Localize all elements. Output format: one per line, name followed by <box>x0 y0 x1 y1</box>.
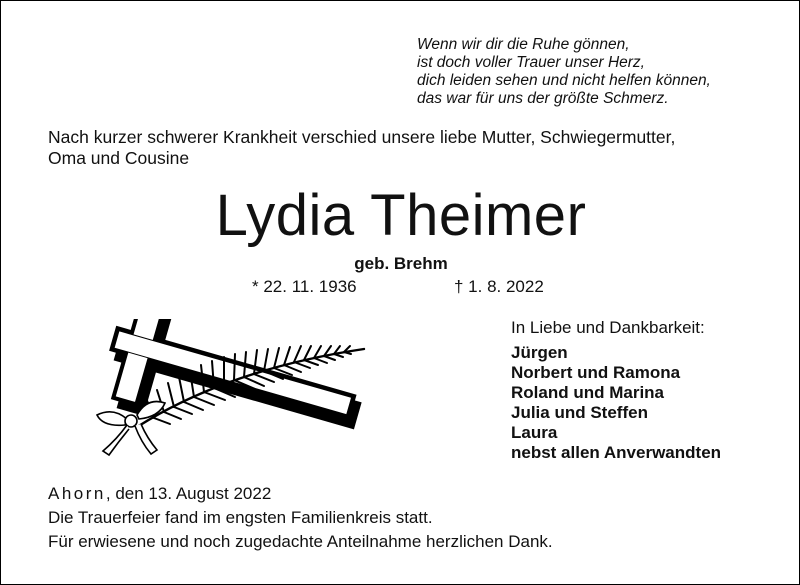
place-date-line <box>48 482 553 506</box>
maiden-name: geb. Brehm <box>354 254 448 273</box>
date: , den 13. August 2022 <box>105 484 272 503</box>
poem-line: dich leiden sehen und nicht helfen können, <box>417 72 711 89</box>
mourner-name: Julia und Steffen <box>511 403 648 422</box>
cross-with-palm-branch-icon <box>79 319 369 464</box>
poem <box>417 36 711 108</box>
intro-line: Oma und Cousine <box>48 148 190 168</box>
mourners-intro: In Liebe und Dankbarkeit: <box>511 318 705 337</box>
mourner-name: Laura <box>511 423 558 442</box>
intro-text <box>48 127 768 169</box>
mourner-name: Jürgen <box>511 343 568 362</box>
place: Ahorn <box>48 484 106 503</box>
footer <box>48 482 553 554</box>
birth-date: * 22. 11. 1936 <box>252 277 357 296</box>
deceased-name: Lydia Theimer <box>215 183 587 248</box>
thanks-note: Für erwiesene und noch zugedachte Anteilnahme herzlichen Dank. <box>48 532 553 551</box>
intro-line: Nach kurzer schwerer Krankheit verschied unsere liebe Mutter, Schwiegermutter, <box>48 127 676 147</box>
poem-line: das war für uns der größte Schmerz. <box>417 90 669 107</box>
mourner-name: nebst allen Anverwandten <box>511 443 722 462</box>
mourner-name: Norbert und Ramona <box>511 363 681 382</box>
poem-line: Wenn wir dir die Ruhe gönnen, <box>417 36 630 53</box>
mourner-name: Roland und Marina <box>511 383 664 402</box>
death-date: † 1. 8. 2022 <box>454 277 544 296</box>
funeral-note: Die Trauerfeier fand im engsten Familienkreis statt. <box>48 508 433 527</box>
mourners-list <box>511 318 721 463</box>
poem-line: ist doch voller Trauer unser Herz, <box>417 54 645 71</box>
